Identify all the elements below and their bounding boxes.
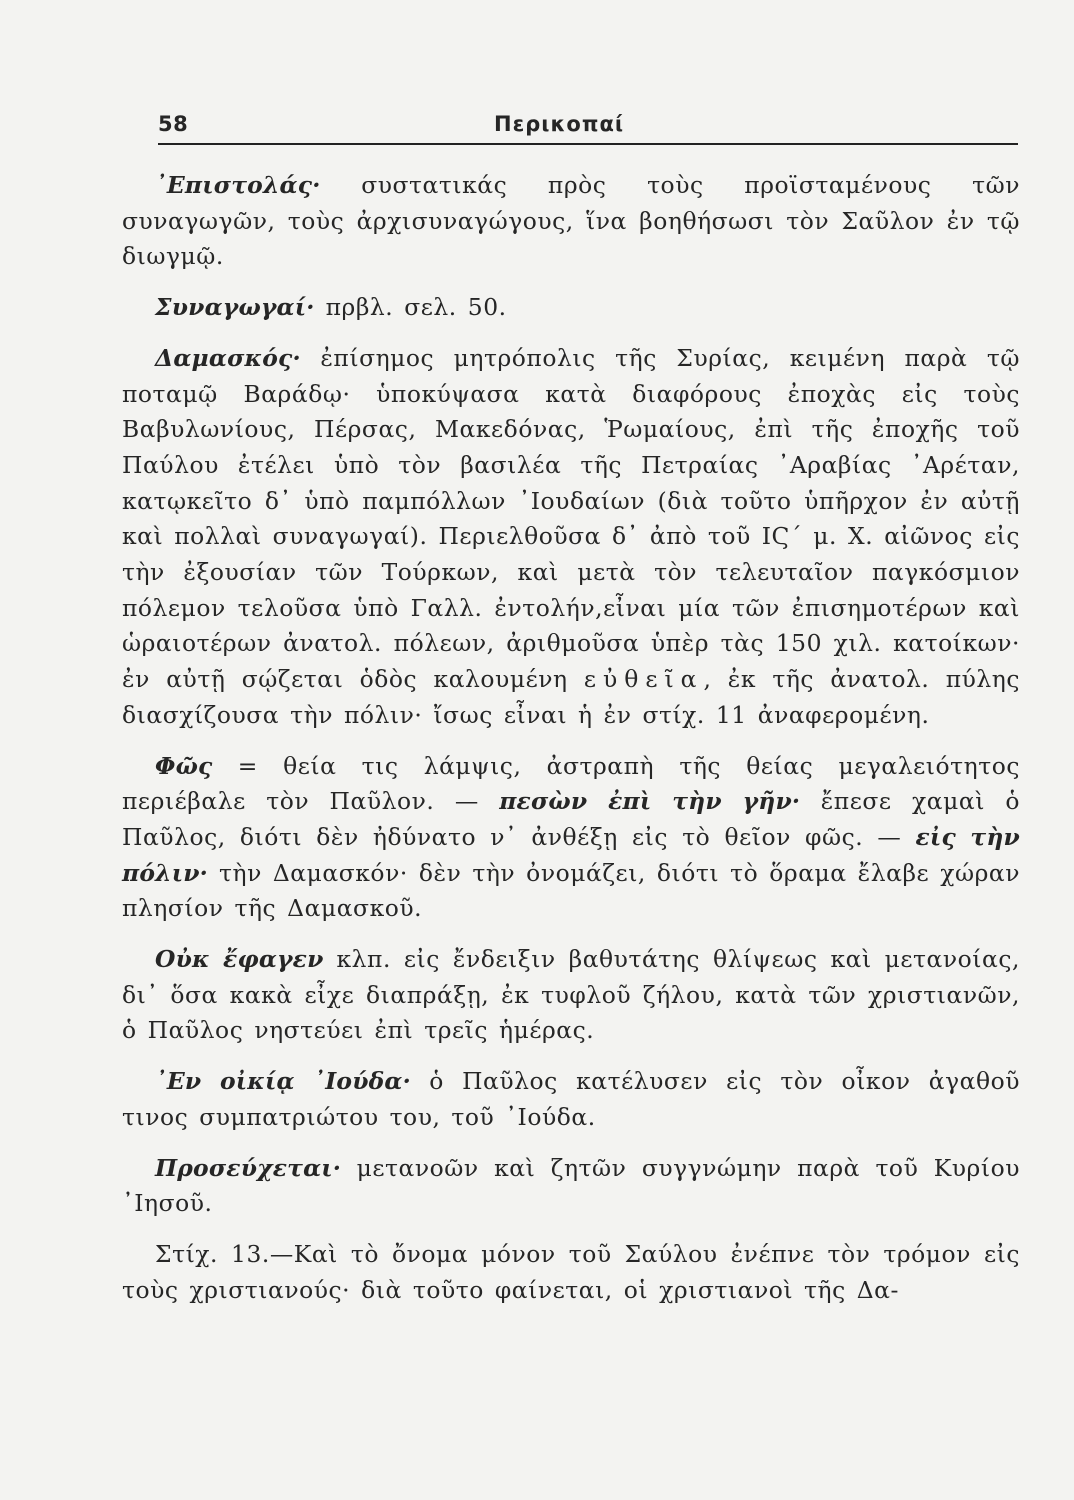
note-text: συστατικάς πρὸς τοὺς προϊσταμένους τῶν συναγωγῶν, τοὺς ἀρχισυναγώγους, ἵνα βοηθήσωσι τὸν Σαῦλον ἐν τῷ διωγμῷ.	[122, 171, 1020, 271]
note-synagogai	[122, 290, 1020, 326]
note-fos	[122, 749, 1020, 928]
note-text: = θεία τις λάμψις, ἀστραπὴ τῆς θείας μεγαλειότητος περιέβαλε τὸν Παῦλον. —	[122, 751, 1020, 816]
note-text: Στίχ. 13.—Καὶ τὸ ὄνομα μόνον τοῦ Σαύλου ἐνέπνε τὸν τρόμον εἰς τοὺς χριστιανούς· διὰ τοῦτο φαίνεται, οἱ χριστιανοὶ τῆς Δα-	[122, 1239, 1020, 1304]
lemma: ᾽Εν οἰκίᾳ ᾽Ιούδα·	[155, 1067, 411, 1096]
spaced-word: εὐθεῖα	[583, 665, 704, 694]
note-text: πρβλ. σελ. 50.	[314, 293, 507, 322]
note-text-cont: , ἐκ τῆς ἀνατολ. πύλης διασχίζουσα τὴν πόλιν· ἴσως εἶναι ἡ ἐν στίχ. 11 ἀναφερομένη.	[122, 665, 1020, 729]
lemma: Συναγωγαί·	[155, 293, 315, 322]
lemma: Οὐκ ἔφαγεν	[155, 945, 324, 974]
note-verse-13	[122, 1237, 1020, 1308]
note-proseuchetai	[122, 1151, 1020, 1222]
commentary-text	[122, 168, 1020, 1308]
sub-lemma: πεσὼν ἐπὶ τὴν γῆν·	[499, 787, 801, 816]
note-text: ἐπίσημος μητρόπολις τῆς Συρίας, κειμένη παρὰ τῷ ποταμῷ Βαράδῳ· ὑποκύψασα κατὰ διαφόρους ἐποχὰς εἰς τοὺς Βαβυλωνίους, Πέρσας, Μακεδόνας, Ῥωμαίους, ἐπὶ τῆς ἐποχῆς τοῦ Παύλου ἐτέλει ὑπὸ τὸν βασιλέα τῆς Πετραίας ᾽Αραβίας ᾽Αρέταν, κατῳκεῖτο δ᾽ ὑπὸ παμπόλλων ᾽Ιουδαίων (διὰ τοῦτο ὑπῆρχον ἐν αὐτῇ καὶ πολλαὶ συναγωγαί). Περιελθοῦσα δ᾽ ἀπὸ τοῦ ΙϚ΄ μ. Χ. αἰῶνος εἰς τὴν ἐξουσίαν τῶν Τούρκων, καὶ μετὰ τὸν τελευταῖον παγκόσμιον πόλεμον τελοῦσα ὑπὸ Γαλλ. ἐντολήν,εἶναι μία τῶν ἐπισημοτέρων καὶ ὡραιοτέρων ἀνατολ. πόλεων, ἀριθμοῦσα ὑπὲρ τὰς 150 χιλ. κατοίκων· ἐν αὐτῇ σῴζεται ὁδὸς καλουμένη	[122, 343, 1020, 694]
note-en-oikia	[122, 1064, 1020, 1135]
note-text-cont: τὴν Δαμασκόν· δὲν τὴν ὀνομάζει, διότι τὸ ὅραμα ἔλαβε χώραν πλησίον τῆς Δαμασκοῦ.	[122, 858, 1020, 923]
note-epistolas	[122, 168, 1020, 275]
lemma: Προσεύχεται·	[155, 1153, 342, 1182]
page-header	[158, 106, 1018, 146]
lemma: Δαμασκός·	[155, 343, 301, 372]
note-text: κλπ. εἰς ἔνδειξιν βαθυτάτης θλίψεως καὶ μετανοίας, δι᾽ ὅσα κακὰ εἶχε διαπράξῃ, ἐκ τυφλοῦ ζήλου, κατὰ τῶν χριστιανῶν, ὁ Παῦλος νηστεύει ἐπὶ τρεῖς ἡμέρας.	[122, 945, 1020, 1045]
note-text: μετανοῶν καὶ ζητῶν συγγνώμην παρὰ τοῦ Κυρίου ᾽Ιησοῦ.	[122, 1153, 1020, 1218]
lemma: Φῶς	[155, 751, 213, 780]
note-damaskos	[122, 341, 1020, 734]
note-text: ὁ Παῦλος κατέλυσεν εἰς τὸν οἶκον ἀγαθοῦ τινος συμπατριώτου του, τοῦ ᾽Ιούδα.	[122, 1067, 1020, 1131]
note-text-cont: ἔπεσε χαμαὶ ὁ Παῦλος, διότι δὲν ἠδύνατο ν᾽ ἀνθέξῃ εἰς τὸ θεῖον φῶς. —	[122, 787, 1021, 851]
running-title: Περικοπαί	[494, 112, 625, 136]
header-rule	[158, 143, 1018, 145]
lemma: ᾽Επιστολάς·	[155, 171, 321, 199]
note-ouk-efagen	[122, 942, 1020, 1049]
page-number: 58	[158, 112, 189, 136]
sub-lemma: εἰς τὴν πόλιν·	[122, 822, 1020, 887]
